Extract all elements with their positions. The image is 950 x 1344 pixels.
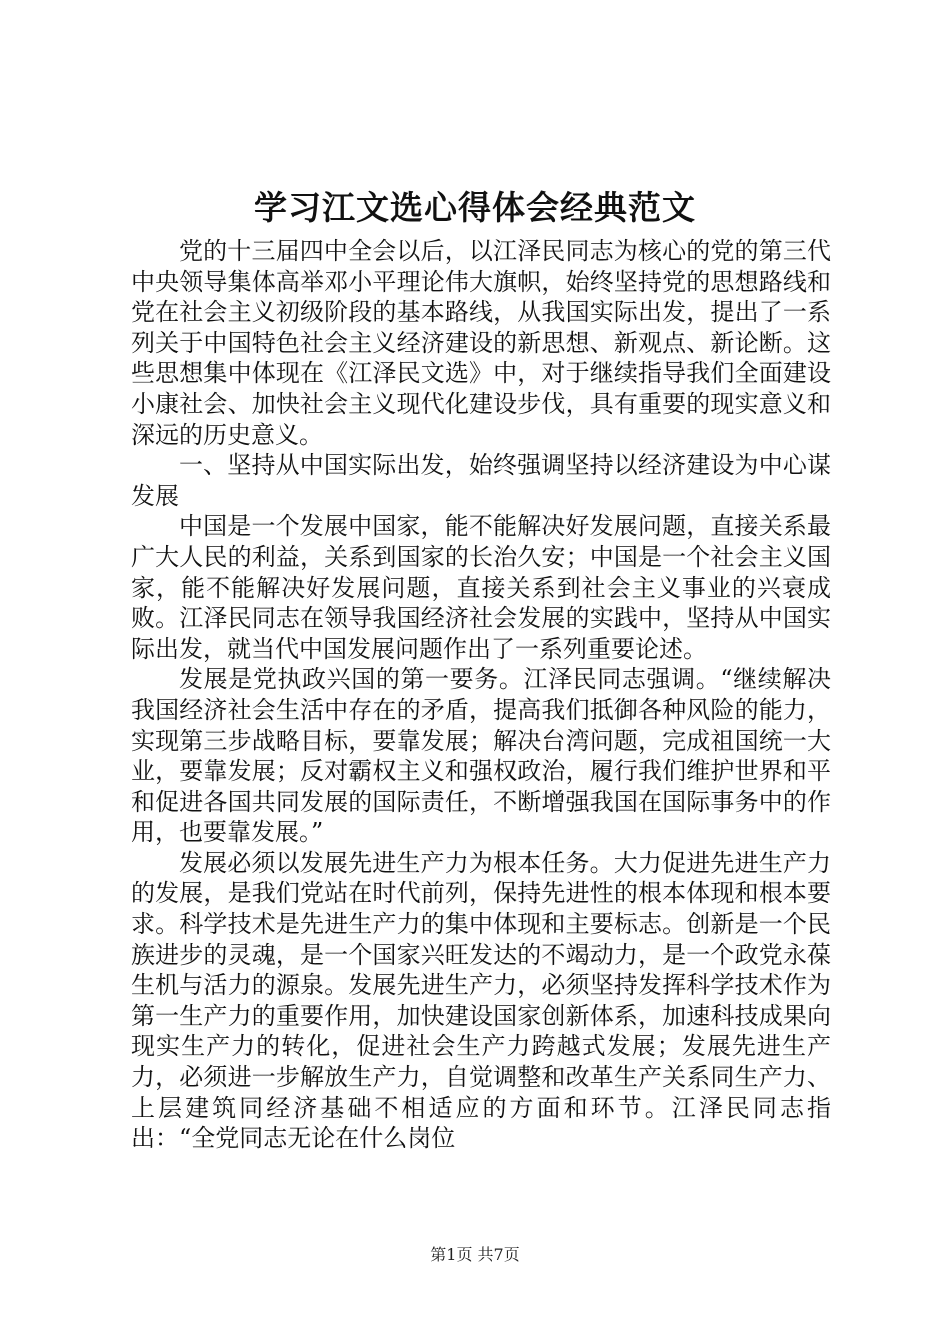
- paragraph-intro: 党的十三届四中全会以后，以江泽民同志为核心的党的第三代中央领导集体高举邓小平理论伟大旗帜，始终坚持党的思想路线和党在社会主义初级阶段的基本路线，从我国实际出发，提出了一系列关于中国特色社会主义经济建设的新思想、新观点、新论断。这些思想集中体现在《江泽民文选》中，对于继续指导我们全面建设小康社会、加快社会主义现代化建设步伐，具有重要的现实意义和深远的历史意义。: [131, 237, 831, 449]
- paragraph-productive-forces: 发展必须以发展先进生产力为根本任务。大力促进先进生产力的发展，是我们党站在时代前列，保持先进性的根本体现和根本要求。科学技术是先进生产力的集中体现和主要标志。创新是一个民族进步的灵魂，是一个国家兴旺发达的不竭动力，是一个政党永葆生机与活力的源泉。发展先进生产力，必须坚持发挥科学技术作为第一生产力的重要作用，加快建设国家创新体系，加速科技成果向现实生产力的转化，促进社会生产力跨越式发展；发展先进生产力，必须进一步解放生产力，自觉调整和改革生产关系同生产力、上层建筑同经济基础不相适应的方面和环节。江泽民同志指出：“全党同志无论在什么岗位: [131, 848, 831, 1153]
- section-heading-1: 一、坚持从中国实际出发，始终强调坚持以经济建设为中心谋发展: [131, 451, 831, 510]
- document-title: 学习江文选心得体会经典范文: [254, 188, 696, 227]
- document-body: [131, 236, 831, 1154]
- paragraph-first-priority: 发展是党执政兴国的第一要务。江泽民同志强调。“继续解决我国经济社会生活中存在的矛盾，提高我们抵御各种风险的能力，实现第三步战略目标，要靠发展；解决台湾问题，完成祖国统一大业，要靠发展；反对霸权主义和强权政治，履行我们维护世界和平和促进各国共同发展的国际责任，不断增强我国在国际事务中的作用，也要靠发展。”: [131, 665, 831, 847]
- paragraph-development-issue: 中国是一个发展中国家，能不能解决好发展问题，直接关系最广大人民的利益，关系到国家的长治久安；中国是一个社会主义国家，能不能解决好发展问题，直接关系到社会主义事业的兴衰成败。江泽民同志在领导我国经济社会发展的实践中，坚持从中国实际出发，就当代中国发展问题作出了一系列重要论述。: [131, 512, 831, 663]
- page-number-footer: 第1页 共7页: [430, 1245, 520, 1264]
